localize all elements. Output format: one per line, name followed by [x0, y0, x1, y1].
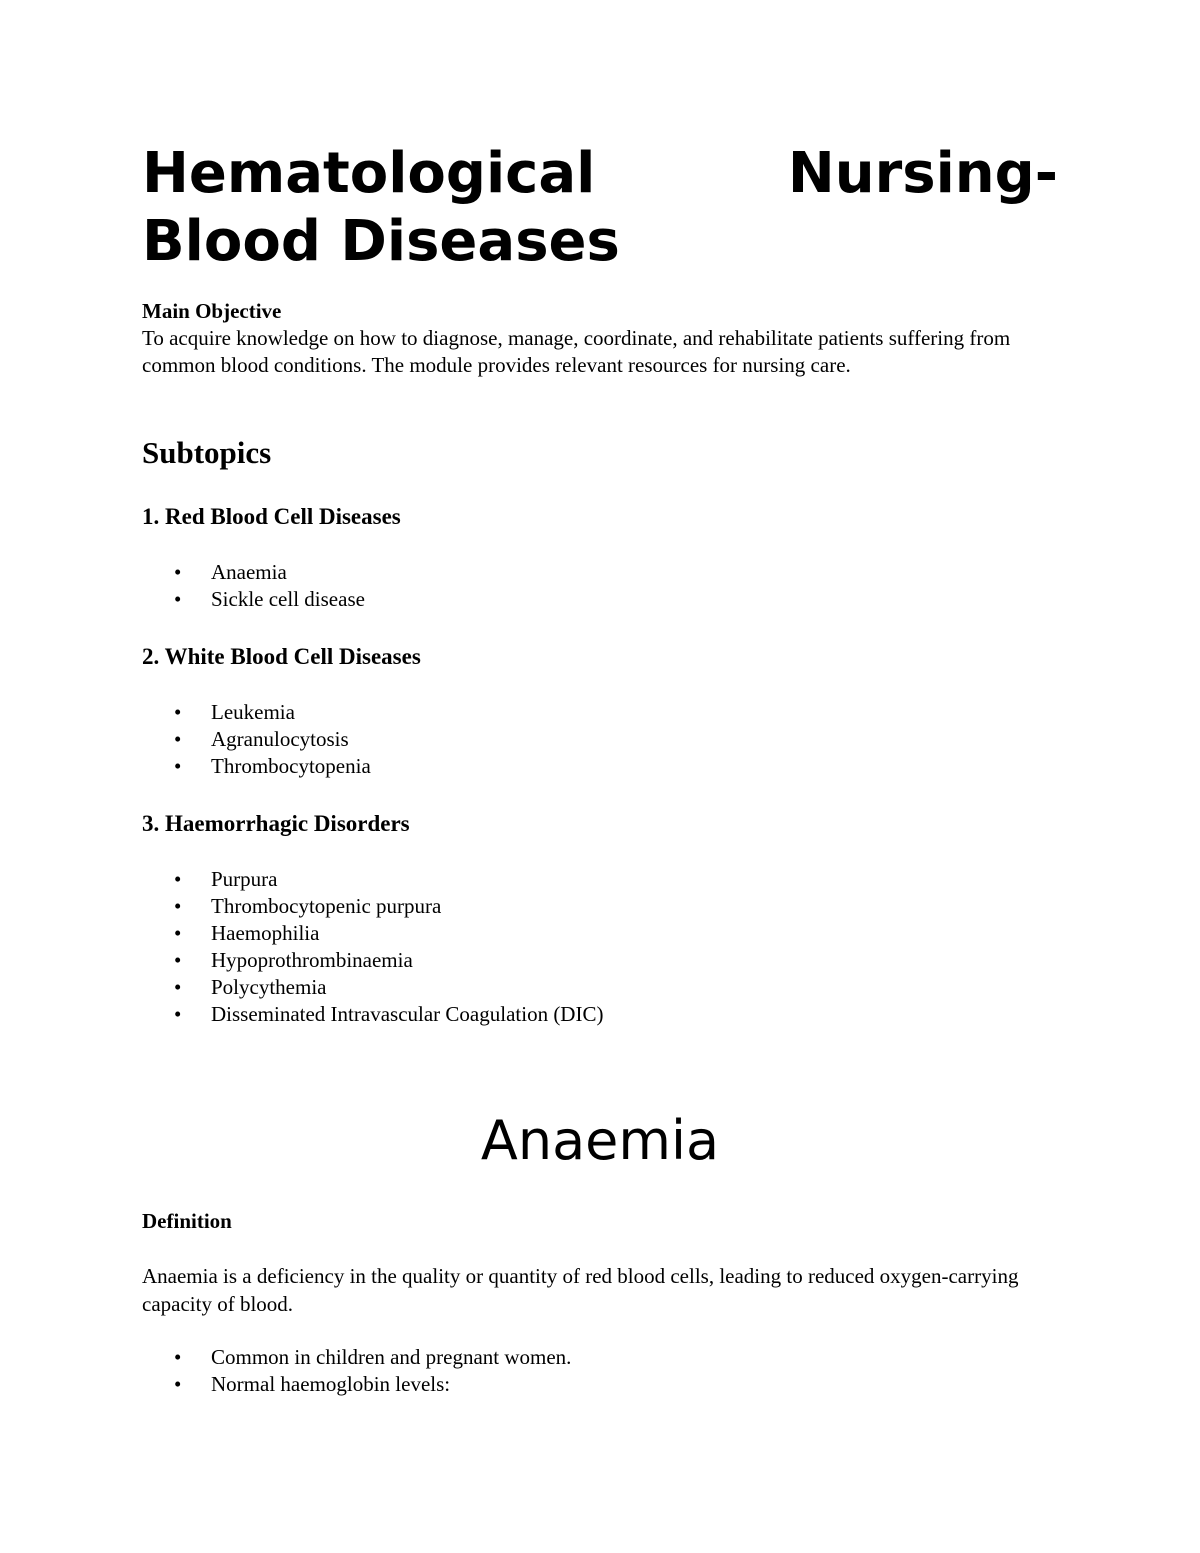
list-item-text: Hypoprothrombinaemia: [211, 948, 413, 972]
list-item: [142, 753, 371, 780]
subtopic-heading-white-blood-cell: 2. White Blood Cell Diseases: [142, 644, 421, 669]
definition-text: Anaemia is a deficiency in the quality or quantity of red blood cells, leading to reduced oxygen-carrying capacity of blood.: [142, 1264, 1019, 1316]
list-item: [142, 893, 603, 920]
list-item-text: Sickle cell disease: [211, 587, 365, 611]
subtopic-list-haemorrhagic: [142, 866, 603, 1028]
subtopic-list-red-blood-cell: [142, 559, 365, 613]
bullet-icon: •: [174, 587, 182, 611]
list-item: [142, 947, 603, 974]
bullet-icon: •: [174, 1002, 182, 1026]
list-item: [142, 920, 603, 947]
list-item-text: Common in children and pregnant women.: [211, 1345, 572, 1369]
bullet-icon: •: [174, 894, 182, 918]
list-item: [142, 699, 371, 726]
list-item-text: Agranulocytosis: [211, 727, 349, 751]
list-item: [142, 559, 365, 586]
list-item-text: Normal haemoglobin levels:: [211, 1372, 451, 1396]
bullet-icon: •: [174, 560, 182, 584]
list-item: [142, 726, 371, 753]
subtopic-list-white-blood-cell: [142, 699, 371, 780]
bullet-icon: •: [174, 867, 182, 891]
bullet-icon: •: [174, 754, 182, 778]
list-item-text: Purpura: [211, 867, 278, 891]
subtopic-heading-haemorrhagic: 3. Haemorrhagic Disorders: [142, 811, 410, 836]
bullet-icon: •: [174, 1372, 182, 1396]
list-item: [142, 586, 365, 613]
bullet-icon: •: [174, 975, 182, 999]
bullet-icon: •: [174, 948, 182, 972]
list-item: [142, 1344, 571, 1371]
main-objective-text: To acquire knowledge on how to diagnose, manage, coordinate, and rehabilitate patients suffering from common blood conditions. The module provides relevant resources for nursing care.: [142, 326, 1011, 377]
list-item-text: Polycythemia: [211, 975, 327, 999]
anaemia-section-title: Anaemia: [480, 1109, 720, 1172]
list-item-text: Leukemia: [211, 700, 295, 724]
definition-label: Definition: [142, 1209, 232, 1233]
bullet-icon: •: [174, 700, 182, 724]
list-item: [142, 1001, 603, 1028]
anaemia-facts-list: [142, 1344, 571, 1398]
subtopics-heading: Subtopics: [142, 435, 272, 470]
document-title: Hematological Nursing- Blood Diseases: [142, 141, 1058, 274]
main-objective-label: Main Objective: [142, 299, 282, 323]
list-item-text: Disseminated Intravascular Coagulation (DIC): [211, 1002, 604, 1026]
list-item: [142, 974, 603, 1001]
bullet-icon: •: [174, 1345, 182, 1369]
list-item-text: Anaemia: [211, 560, 287, 584]
list-item: [142, 1371, 571, 1398]
bullet-icon: •: [174, 921, 182, 945]
list-item-text: Haemophilia: [211, 921, 320, 945]
subtopic-heading-red-blood-cell: 1. Red Blood Cell Diseases: [142, 504, 401, 529]
list-item-text: Thrombocytopenia: [211, 754, 371, 778]
bullet-icon: •: [174, 727, 182, 751]
list-item-text: Thrombocytopenic purpura: [211, 894, 442, 918]
list-item: [142, 866, 603, 893]
